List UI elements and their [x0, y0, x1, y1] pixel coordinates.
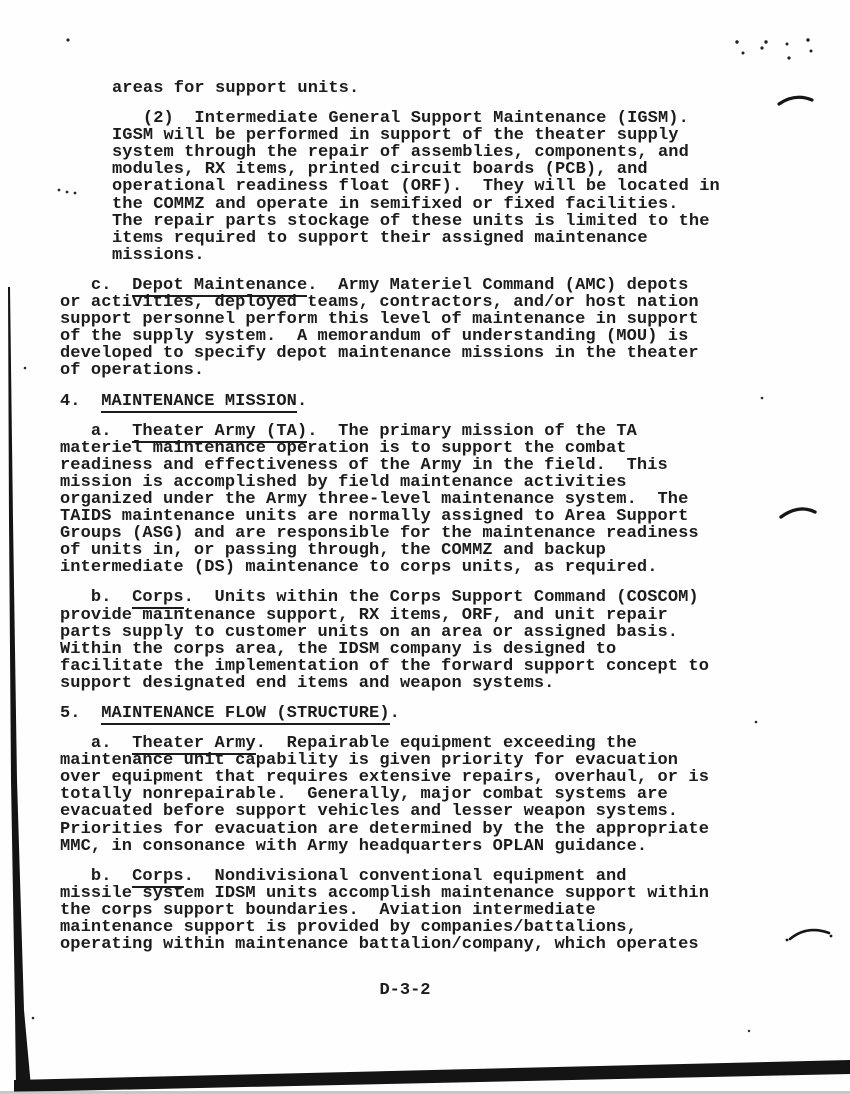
scan-left-edge-line — [8, 287, 31, 1087]
text-line: TAIDS maintenance units are normally assigned to Area Support — [60, 507, 689, 527]
paragraph — [60, 277, 780, 380]
text-line: MMC, in consonance with Army headquarters OPLAN guidance. — [60, 836, 648, 856]
text-line: readiness and effectiveness of the Army in the field. This — [60, 455, 668, 475]
text-line: Priorities for evacuation are determined by the the appropriate — [60, 819, 710, 839]
text-line: or activities, deployed teams, contractors, and/or host nation — [60, 293, 699, 313]
text-line: over equipment that requires extensive repairs, overhaul, or is — [60, 768, 710, 788]
text-line: totally nonrepairable. Generally, major combat systems are — [60, 785, 668, 805]
text-line: intermediate (DS) maintenance to corps units, as required. — [60, 558, 658, 578]
text-line: IGSM will be performed in support of the theater supply — [112, 126, 679, 146]
text-line: missile system IDSM units accomplish maintenance support within — [60, 883, 710, 903]
page-number: D-3-2 — [379, 981, 431, 1000]
text-line: of the supply system. A memorandum of understanding (MOU) is — [60, 327, 689, 347]
text-line: the COMMZ and operate in semifixed or fixed facilities. — [112, 194, 679, 214]
text-line: b. Corps. Nondivisional conventional equipment and — [60, 866, 627, 886]
text-line: Within the corps area, the IDSM company is designed to — [60, 639, 617, 659]
paragraph — [60, 589, 780, 692]
section-heading — [60, 705, 780, 722]
text-line: evacuated before support vehicles and lesser weapon systems. — [60, 802, 679, 822]
text-line: modules, RX items, printed circuit boards (PCB), and — [112, 160, 648, 180]
text-line: 4. MAINTENANCE MISSION. — [60, 391, 308, 411]
paragraph — [60, 423, 780, 577]
text-line: of units in, or passing through, the COMMZ and backup — [60, 541, 606, 561]
text-line: support designated end items and weapon systems. — [60, 673, 555, 693]
paragraph — [60, 735, 780, 855]
text-line: organized under the Army three-level maintenance system. The — [60, 489, 689, 509]
text-line: (2) Intermediate General Support Maintenance (IGSM). — [112, 109, 689, 129]
text-line: operating within maintenance battalion/company, which operates — [60, 935, 699, 955]
text-line: areas for support units. — [112, 79, 360, 98]
text-line: system through the repair of assemblies, components, and — [112, 143, 689, 163]
paragraph — [112, 110, 780, 264]
text-line: a. Theater Army (TA). The primary mission of the TA — [60, 421, 637, 441]
pen-mark-dot — [830, 935, 833, 938]
section-heading — [60, 393, 780, 410]
text-line: Groups (ASG) and are responsible for the maintenance readiness — [60, 524, 699, 544]
text-line: support personnel perform this level of maintenance in support — [60, 310, 699, 330]
text-line: a. Theater Army. Repairable equipment exceeding the — [60, 734, 637, 754]
text-line: provide maintenance support, RX items, ORF, and unit repair — [60, 605, 668, 625]
text-line: of operations. — [60, 361, 205, 381]
text-line: facilitate the implementation of the forward support concept to — [60, 656, 710, 676]
text-line: items required to support their assigned maintenance — [112, 228, 648, 248]
text-line: b. Corps. Units within the Corps Support Command (COSCOM) — [60, 588, 699, 608]
text-line: the corps support boundaries. Aviation intermediate — [60, 900, 596, 920]
document-body — [60, 80, 780, 966]
text-line: parts supply to customer units on an area or assigned basis. — [60, 622, 679, 642]
text-line: mission is accomplished by field maintenance activities — [60, 472, 627, 492]
paragraph — [60, 868, 780, 953]
pen-arc-mark-3 — [790, 930, 829, 939]
scan-bottom-bar — [14, 1060, 850, 1092]
text-line: operational readiness float (ORF). They will be located in — [112, 177, 720, 197]
text-line: The repair parts stockage of these units is limited to the — [112, 211, 710, 231]
text-line: maintenance unit capability is given priority for evacuation — [60, 751, 679, 771]
text-line: missions. — [112, 245, 205, 265]
text-line: maintenance support is provided by companies/battalions, — [60, 918, 637, 938]
speckle-cluster — [735, 38, 812, 59]
pen-arc-mark-2 — [781, 509, 815, 517]
paragraph — [112, 80, 780, 97]
pen-mark-dot — [786, 939, 789, 942]
text-line: materiel maintenance operation is to support the combat — [60, 438, 627, 458]
text-line: 5. MAINTENANCE FLOW (STRUCTURE). — [60, 704, 400, 723]
text-line: developed to specify depot maintenance missions in the theater — [60, 344, 699, 364]
pen-arc-mark-1 — [779, 97, 812, 104]
text-line: c. Depot Maintenance. Army Materiel Command (AMC) depots — [60, 275, 689, 295]
